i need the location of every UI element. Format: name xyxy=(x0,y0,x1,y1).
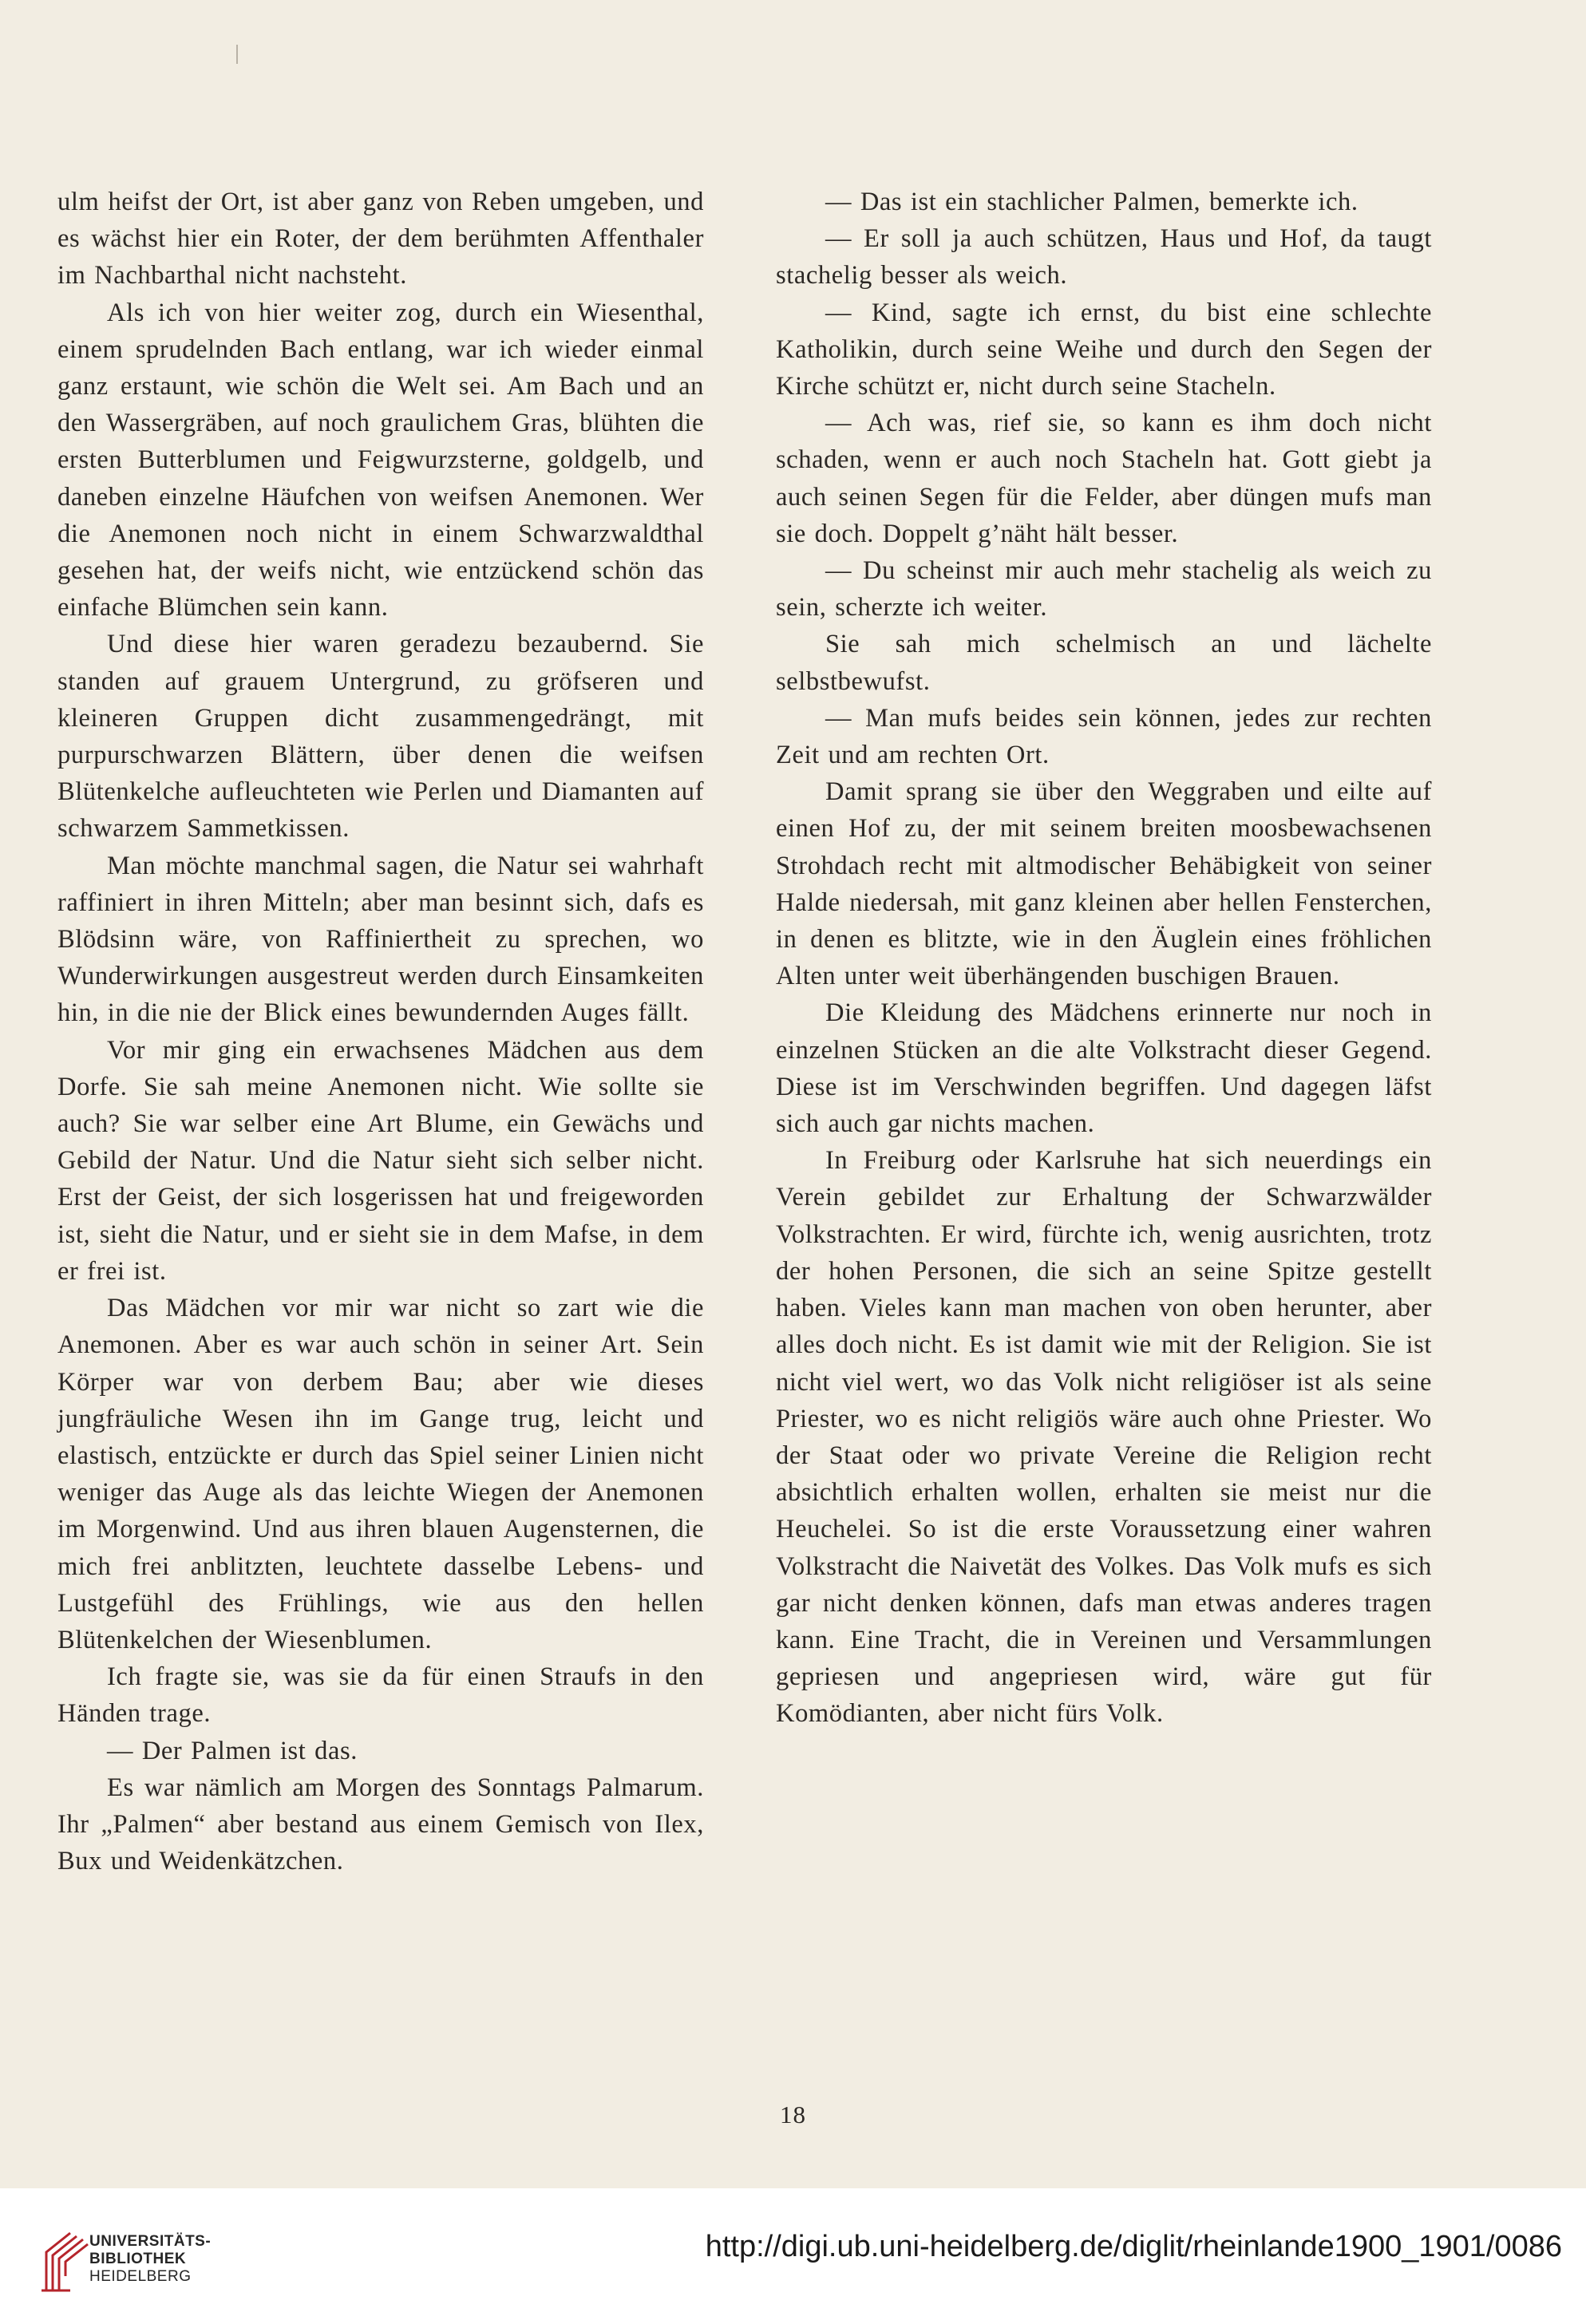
text-column-left xyxy=(57,184,704,1879)
source-url[interactable]: http://digi.ub.uni-heidelberg.de/diglit/rheinlande1900_1901/0086 xyxy=(705,2230,1562,2263)
paragraph: ulm heifst der Ort, ist aber ganz von Reben umgeben, und es wächst hier ein Roter, der dem berühmten Affenthaler im Nachbarthal nicht nachsteht. xyxy=(57,188,704,290)
paragraph: Das Mädchen vor mir war nicht so zart wie die Anemonen. Aber es war auch schön in seiner Art. Sein Körper war von derbem Bau; aber wie dieses jungfräuliche Wesen ihn im Gange trug, leicht und elastisch, entzückte er durch das Spiel seiner Linien nicht weniger das Auge als das leichte Wiegen der Anemonen im Morgenwind. Und aus ihren blauen Augensternen, die mich frei anblitzten, leuchtete dasselbe Lebens- und Lustgefühl des Frühlings, wie aus den hellen Blütenkelchen der Wiesenblumen. xyxy=(57,1294,704,1654)
scan-mark xyxy=(236,45,238,64)
paragraph: — Der Palmen ist das. xyxy=(107,1736,358,1765)
paragraph: — Du scheinst mir auch mehr stachelig als weich zu sein, scherzte ich weiter. xyxy=(776,556,1432,622)
paragraph: Und diese hier waren geradezu bezaubernd. Sie standen auf grauem Untergrund, zu gröfseren und kleineren Gruppen dicht zusammengedrängt, mit purpurschwarzen Blättern, über denen die weifsen Blütenkelche aufleuchteten wie Perlen und Diamanten auf schwarzem Sammetkissen. xyxy=(57,630,704,844)
paragraph: — Er soll ja auch schützen, Haus und Hof, da taugt stachelig besser als weich. xyxy=(776,224,1432,290)
paragraph: In Freiburg oder Karlsruhe hat sich neuerdings ein Verein gebildet zur Erhaltung der Schwarzwälder Volkstrachten. Er wird, fürchte ich, wenig ausrichten, trotz der hohen Personen, die sich an seine Spitze gestellt haben. Vieles kann man machen von oben herunter, aber alles doch nicht. Es ist damit wie mit der Religion. Sie ist nicht viel wert, wo das Volk nicht religiöser ist als seine Priester, wo es nicht religiös wäre auch ohne Priester. Wo der Staat oder wo private Vereine die Religion recht absichtlich erhalten wollen, erhalten sie meist nur die Heuchelei. So ist die erste Voraussetzung einer wahren Volkstracht die Naivetät des Volkes. Das Volk mufs es sich gar nicht denken können, dafs man etwas anderes tragen kann. Eine Tracht, die in Vereinen und Versammlungen gepriesen und angepriesen wird, wäre gut für Komödianten, aber nicht fürs Volk. xyxy=(776,1146,1432,1729)
paragraph: Damit sprang sie über den Weggraben und eilte auf einen Hof zu, der mit seinem breiten moosbewachsenen Strohdach recht mit altmodischer Behäbigkeit von seiner Halde niedersah, mit ganz kleinen aber hellen Fensterchen, in denen es blitzte, wie in den Äuglein eines fröhlichen Alten unter weit überhängenden buschigen Brauen. xyxy=(776,777,1432,991)
library-name xyxy=(89,2233,211,2286)
paragraph: — Das ist ein stachlicher Palmen, bemerkte ich. xyxy=(825,188,1359,216)
paragraph: Die Kleidung des Mädchens erinnerte nur noch in einzelnen Stücken an die alte Volkstracht dieser Gegend. Diese ist im Verschwinden begriffen. Und dagegen läfst sich auch gar nichts machen. xyxy=(776,998,1432,1139)
paragraph: Ich fragte sie, was sie da für einen Straufs in den Händen trage. xyxy=(57,1662,704,1729)
paragraph: — Kind, sagte ich ernst, du bist eine schlechte Katholikin, durch seine Weihe und durch den Segen der Kirche schützt er, nicht durch seine Stacheln. xyxy=(776,298,1432,401)
paragraph: — Man mufs beides sein können, jedes zur rechten Zeit und am rechten Ort. xyxy=(776,703,1432,770)
library-name-line: BIBLIOTHEK xyxy=(89,2251,187,2267)
library-name-line: HEIDELBERG xyxy=(89,2268,192,2285)
library-footer xyxy=(0,2188,1586,2324)
library-logo-icon xyxy=(38,2228,94,2295)
paragraph: Vor mir ging ein erwachsenes Mädchen aus dem Dorfe. Sie sah meine Anemonen nicht. Wie sollte sie auch? Sie war selber eine Art Blume, ein Gewächs und Gebild der Natur. Und die Natur sieht sich selber nicht. Erst der Geist, der sich losgerissen hat und freigeworden ist, sieht die Natur, und er sieht sie in dem Mafse, in dem er frei ist. xyxy=(57,1035,704,1286)
paragraph: — Ach was, rief sie, so kann es ihm doch nicht schaden, wenn er auch noch Stacheln hat. Gott giebt ja auch seinen Segen für die Felder, aber düngen mufs man sie doch. Doppelt g’näht hält besser. xyxy=(776,409,1432,548)
paragraph: Man möchte manchmal sagen, die Natur sei wahrhaft raffiniert in ihren Mitteln; aber man besinnt sich, dafs es Blödsinn wäre, von Raffiniertheit zu sprechen, wo Wunderwirkungen ausgestreut werden durch Einsamkeiten hin, in die nie der Blick eines bewundernden Auges fällt. xyxy=(57,851,704,1028)
text-column-right xyxy=(776,184,1432,1733)
library-name-line: UNIVERSITÄTS- xyxy=(89,2233,212,2250)
page-number: 18 xyxy=(780,2101,806,2128)
paragraph: Es war nämlich am Morgen des Sonntags Palmarum. Ihr „Palmen“ aber bestand aus einem Gemisch von Ilex, Bux und Weidenkätzchen. xyxy=(57,1773,704,1876)
paragraph: Sie sah mich schelmisch an und lächelte selbstbewufst. xyxy=(776,630,1432,696)
paragraph: Als ich von hier weiter zog, durch ein Wiesenthal, einem sprudelnden Bach entlang, war ich wieder einmal ganz erstaunt, wie schön die Welt sei. Am Bach und an den Wassergräben, auf noch graulichem Gras, blühten die ersten Butterblumen und Feigwurzsterne, goldgelb, und daneben einzelne Häufchen von weifsen Anemonen. Wer die Anemonen noch nicht in einem Schwarzwaldthal gesehen hat, der weifs nicht, wie entzückend schön das einfache Blümchen sein kann. xyxy=(57,298,704,622)
